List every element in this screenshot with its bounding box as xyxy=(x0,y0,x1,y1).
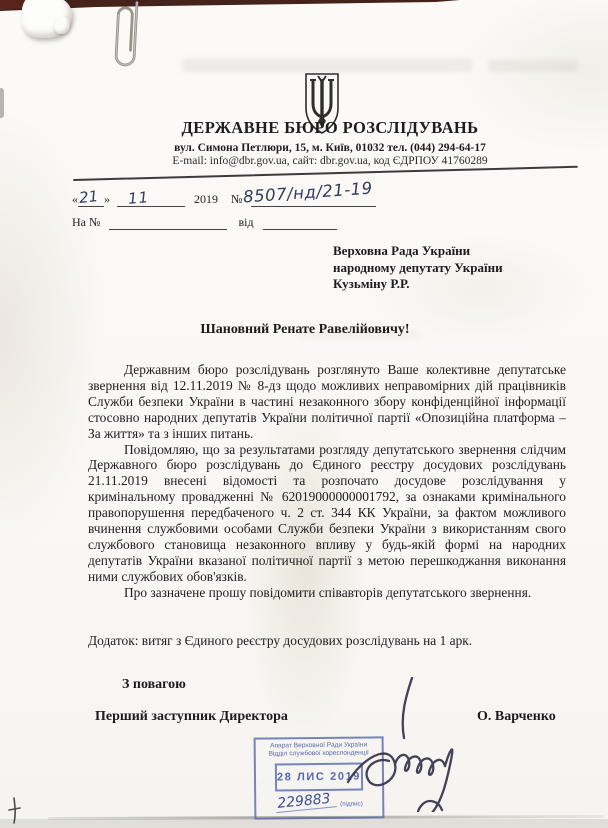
stamp-signature-label: (підпис) xyxy=(340,800,363,809)
reply-date-label: від xyxy=(238,215,254,229)
closing-regards: З повагою xyxy=(122,677,186,692)
letterhead xyxy=(70,118,590,167)
signer-name: О. Варченко xyxy=(477,709,556,724)
handwritten-day: 21 xyxy=(78,187,99,207)
addressee-line: народному депутату України xyxy=(333,259,503,275)
org-address: вул. Симона Петлюри, 15, м. Київ, 01032 тел. (044) 294-64-17 xyxy=(174,142,486,154)
stamp-incoming-number: 229883 xyxy=(275,791,338,814)
attachment-note: Додаток: витяг з Єдиного реєстру досудових розслідувань на 1 арк. xyxy=(88,633,473,648)
letterhead-divider xyxy=(73,166,578,181)
body-paragraph: Про зазначене прошу повідомити співавторів депутатського звернення. xyxy=(124,584,532,600)
signer-title: Перший заступник Директора xyxy=(95,709,288,724)
handwritten-month: 11 xyxy=(127,188,150,208)
number-sign: № xyxy=(231,192,243,206)
org-name: ДЕРЖАВНЕ БЮРО РОЗСЛІДУВАНЬ xyxy=(181,118,479,137)
open-quote: « xyxy=(72,192,78,206)
bleedthrough-smudge xyxy=(182,58,472,72)
reply-number-blank xyxy=(109,216,227,230)
salutation: Шановний Ренате Равелійовичу! xyxy=(200,322,410,337)
org-contacts: E-mail: info@dbr.gov.ua, сайт: dbr.gov.ua, код ЄДРПОУ 41760289 xyxy=(172,155,488,167)
reply-ref-row xyxy=(72,215,337,230)
stamp-date: 28 ЛИС 2019 xyxy=(276,770,362,784)
reply-label: На № xyxy=(72,215,101,229)
reply-date-blank xyxy=(263,216,337,230)
handwritten-signature xyxy=(318,676,470,812)
year-printed: 2019 xyxy=(194,192,218,206)
body-paragraph: Повідомляю, що за результатами розгляду депутатського звернення слідчим Державного бюро розслідувань до Єдиного реєстру досудових розслідувань 21.11.2019 внесені відомості та розпочато досудове розслідування у кримінальному провадженні № 62019000000001792, за ознаками кримінального правопорушення передбаченого ч. 2 ст. 344 КК України, за фактом можливого вчинення службовими особами Служби безпеки України з використанням свого службового становища незаконного впливу у будь-якій формі на народних депутатів України вказаної політичної партії з метою перешкоджання виконання ними службових обов'язків. xyxy=(88,441,566,584)
stamp-org-line2: Відділ службової кореспонденції xyxy=(268,749,369,758)
stamp-org-line1: Апарат Верховної Ради України xyxy=(270,741,368,750)
addressee-line: Кузьміну Р.Р. xyxy=(333,276,410,291)
addressee-block xyxy=(333,243,503,293)
scan-left-edge-mark xyxy=(0,88,4,118)
handwritten-outgoing-number: 8507/нд/21-19 xyxy=(242,178,374,207)
addressee-line: Верховна Рада України xyxy=(333,243,471,258)
crumpled-paper-scrap-lobe xyxy=(54,16,70,34)
paperclip-icon xyxy=(102,0,152,83)
close-quote: » xyxy=(104,192,110,206)
letter-body xyxy=(88,362,566,601)
pen-mark xyxy=(5,796,25,826)
scan-bottom-shade xyxy=(0,819,608,828)
salutation-wrap xyxy=(40,320,570,338)
body-paragraph: Державним бюро розслідувань розглянуто Ваше колективне депутатське звернення від 12.11.2019 № 8-дз щодо можливих неправомірних дій працівників Служби безпеки України в частині незаконного збору конфіденційної інформації стосовно народних депутатів України політичної партії «Опозиційна платформа – За життя» та з інших питань. xyxy=(88,362,566,441)
bleedthrough-smudge xyxy=(488,60,578,72)
